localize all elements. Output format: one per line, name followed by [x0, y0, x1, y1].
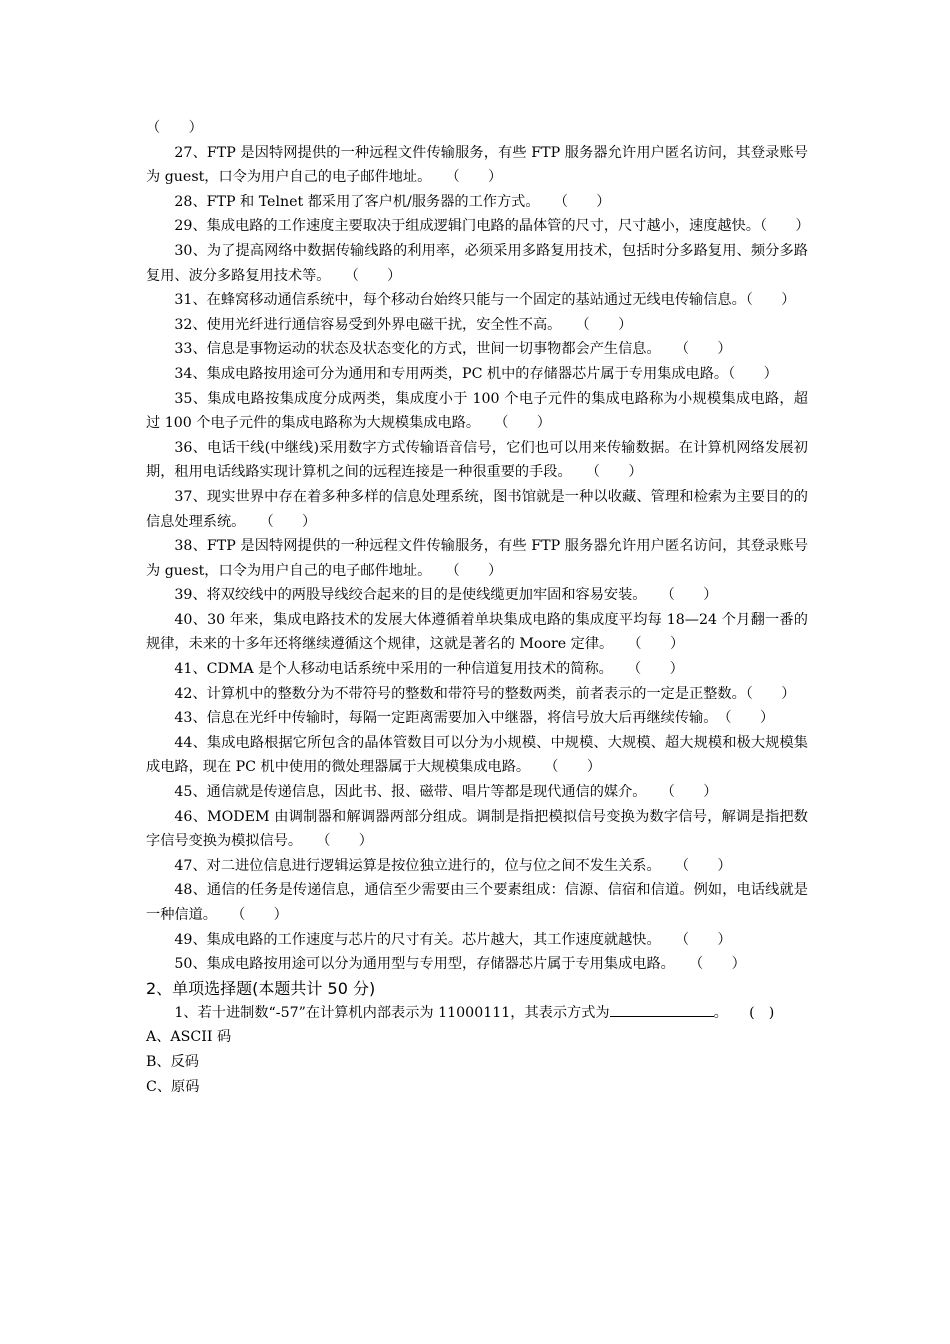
question-35: 35、集成电路按集成度分成两类，集成度小于 100 个电子元件的集成电路称为小规模集成电路，超过 100 个电子元件的集成电路称为大规模集成电路。 （ ）	[146, 390, 808, 432]
question-34: 34、集成电路按用途可分为通用和专用两类，PC 机中的存储器芯片属于专用集成电路。（ ）	[174, 365, 778, 382]
question-31: 31、在蜂窝移动通信系统中，每个移动台始终只能与一个固定的基站通过无线电传输信息。（ ）	[174, 292, 796, 309]
option-c: C、原码	[146, 1078, 200, 1095]
answer-blank	[610, 1002, 714, 1017]
question-list	[146, 116, 808, 1099]
option-b: B、反码	[146, 1053, 199, 1070]
question-41: 41、CDMA 是个人移动电话系统中采用的一种信道复用技术的简称。 （ ）	[174, 661, 684, 678]
question-30: 30、为了提高网络中数据传输线路的利用率，必须采用多路复用技术，包括时分多路复用、频分多路复用、波分多路复用技术等。 （ ）	[146, 242, 808, 284]
question-44: 44、集成电路根据它所包含的晶体管数目可以分为小规模、中规模、大规模、超大规模和极大规模集成电路，现在 PC 机中使用的微处理器属于大规模集成电路。 （ ）	[146, 734, 808, 776]
question-48: 48、通信的任务是传递信息，通信至少需要由三个要素组成：信源、信宿和信道。例如，电话线就是一种信道。 （ ）	[146, 882, 808, 923]
question-50: 50、集成电路按用途可以分为通用型与专用型，存储器芯片属于专用集成电路。 （ ）	[174, 956, 746, 973]
question-38: 38、FTP 是因特网提供的一种远程文件传输服务，有些 FTP 服务器允许用户匿名访问，其登录账号为 guest，口令为用户自己的电子邮件地址。 （ ）	[146, 538, 808, 579]
question-46: 46、MODEM 由调制器和解调器两部分组成。调制是指把模拟信号变换为数字信号，解调是指把数字信号变换为模拟信号。 （ ）	[146, 808, 808, 850]
question-27: 27、FTP 是因特网提供的一种远程文件传输服务，有些 FTP 服务器允许用户匿名访问，其登录账号为 guest，口令为用户自己的电子邮件地址。 （ ）	[146, 144, 808, 186]
question-49: 49、集成电路的工作速度与芯片的尺寸有关。芯片越大，其工作速度就越快。 （ ）	[174, 931, 732, 948]
question-45: 45、通信就是传递信息，因此书、报、磁带、唱片等都是现代通信的媒介。 （ ）	[174, 784, 718, 801]
leading-paren: （ ）	[146, 120, 203, 136]
option-a: A、ASCII 码	[146, 1029, 232, 1046]
question-29: 29、集成电路的工作速度主要取决于组成逻辑门电路的晶体管的尺寸，尺寸越小，速度越快。（ ）	[174, 218, 810, 235]
question-33: 33、信息是事物运动的状态及状态变化的方式，世间一切事物都会产生信息。 （ ）	[174, 341, 732, 358]
question-47: 47、对二进位信息进行逻辑运算是按位独立进行的，位与位之间不发生关系。 （ ）	[174, 857, 732, 874]
choice-question-1: 1、若十进制数“-57”在计算机内部表示为 11000111，其表示方式为 。 ( )	[146, 1001, 808, 1026]
section-heading: 2、单项选择题(本题共计 50 分)	[146, 978, 376, 998]
question-28: 28、FTP 和 Telnet 都采用了客户机/服务器的工作方式。 （ ）	[174, 193, 611, 210]
question-43: 43、信息在光纤中传输时，每隔一定距离需要加入中继器，将信号放大后再继续传输。 （ ）	[174, 710, 775, 727]
question-39: 39、将双绞线中的两股导线绞合起来的目的是使线缆更加牢固和容易安装。 （ ）	[174, 587, 718, 604]
question-40: 40、30 年来，集成电路技术的发展大体遵循着单块集成电路的集成度平均每 18—24 个月翻一番的规律，未来的十多年还将继续遵循这个规律，这就是著名的 Moore 定律。 （ ）	[146, 611, 808, 653]
question-37: 37、现实世界中存在着多种多样的信息处理系统，图书馆就是一种以收藏、管理和检索为主要目的的信息处理系统。 （ ）	[146, 488, 808, 530]
question-32: 32、使用光纤进行通信容易受到外界电磁干扰，安全性不高。 （ ）	[174, 316, 633, 333]
question-42: 42、计算机中的整数分为不带符号的整数和带符号的整数两类，前者表示的一定是正整数。（ ）	[174, 685, 796, 702]
question-36: 36、电话干线(中继线)采用数字方式传输语音信号，它们也可以用来传输数据。在计算机网络发展初期，租用电话线路实现计算机之间的远程连接是一种很重要的手段。 （ ）	[146, 439, 808, 481]
